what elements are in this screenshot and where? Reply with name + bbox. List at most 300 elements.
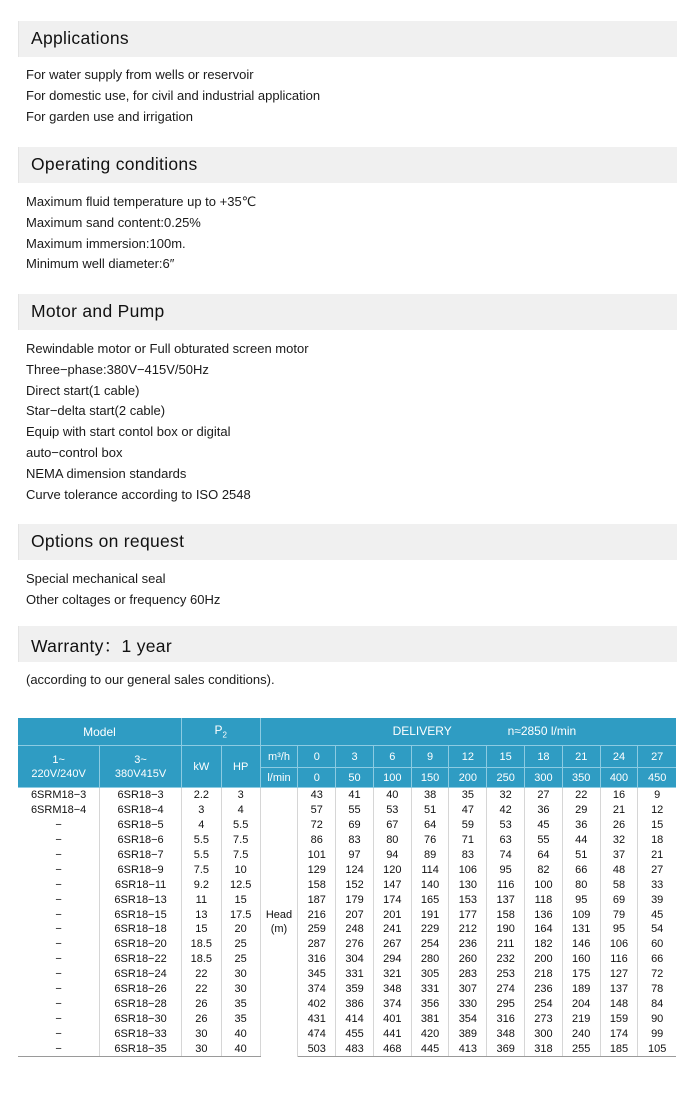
- model-single-phase: −: [18, 952, 100, 967]
- table-row: [18, 877, 676, 892]
- head-value: 95: [487, 862, 525, 877]
- head-value: 280: [411, 952, 449, 967]
- power-kw: 7.5: [181, 862, 221, 877]
- m3h-value: 21: [562, 746, 600, 768]
- head-value: 33: [651, 878, 664, 891]
- power-hp: 7.5: [221, 848, 260, 863]
- head-value: 54: [651, 923, 664, 936]
- head-label: [260, 788, 298, 1057]
- section-body-options-on-request: [26, 569, 220, 611]
- head-value: 316: [487, 1011, 525, 1026]
- head-value: 201: [373, 907, 411, 922]
- section-header-operating-conditions: [18, 147, 677, 183]
- head-value: 165: [411, 892, 449, 907]
- head-value: 483: [336, 1041, 374, 1056]
- head-value: 267: [373, 937, 411, 952]
- head-value: 175: [562, 967, 600, 982]
- head-value: 182: [525, 937, 563, 952]
- head-value: 174: [600, 1026, 638, 1041]
- head-value: 67: [373, 818, 411, 833]
- head-value: 219: [562, 1011, 600, 1026]
- table-body: [18, 788, 676, 1057]
- head-value: 348: [373, 982, 411, 997]
- head-value: 97: [336, 848, 374, 863]
- head-value: 254: [411, 937, 449, 952]
- text-line: auto−control box: [26, 444, 123, 460]
- head-value: 71: [449, 833, 487, 848]
- model-single-phase: −: [18, 982, 100, 997]
- head-value: 137: [487, 892, 525, 907]
- head-value: 159: [600, 1011, 638, 1026]
- head-value: 45: [651, 908, 664, 921]
- head-value: 136: [525, 907, 563, 922]
- section-title: Warranty：1 year: [31, 636, 172, 656]
- text-line: For water supply from wells or reservoir: [26, 67, 254, 82]
- head-value: 43: [298, 788, 336, 803]
- head-value: 79: [600, 907, 638, 922]
- head-value: 78: [651, 983, 664, 996]
- text-line: Minimum well diameter:6″: [26, 256, 175, 272]
- head-value: 348: [487, 1026, 525, 1041]
- text-line: NEMA dimension standards: [26, 465, 187, 481]
- section-body-warranty: [26, 670, 275, 691]
- head-value: 255: [562, 1041, 600, 1056]
- table-row: [18, 833, 676, 848]
- head-value: 131: [562, 922, 600, 937]
- head-value: 63: [487, 833, 525, 848]
- power-kw: 13: [181, 907, 221, 922]
- model-single-phase: −: [18, 892, 100, 907]
- head-value: 359: [336, 982, 374, 997]
- head-value: 27: [651, 863, 664, 876]
- table-row: [18, 788, 676, 803]
- model-three-phase: 6SR18−6: [100, 833, 182, 848]
- model-three-phase: 6SR18−11: [100, 877, 182, 892]
- model-three-phase: 6SR18−35: [100, 1041, 182, 1056]
- head-value: 200: [525, 952, 563, 967]
- head-value: 316: [298, 952, 336, 967]
- model-three-phase: 6SR18−28: [100, 996, 182, 1011]
- model-three-phase: 6SR18−26: [100, 982, 182, 997]
- head-value: 130: [449, 877, 487, 892]
- head-value: 60: [651, 938, 664, 951]
- section-title: Motor and Pump: [31, 301, 165, 321]
- head-value: 283: [449, 967, 487, 982]
- power-hp: 7.5: [221, 833, 260, 848]
- head-value: 74: [487, 848, 525, 863]
- head-value: 414: [336, 1011, 374, 1026]
- power-kw: 22: [181, 982, 221, 997]
- head-value: 146: [562, 937, 600, 952]
- model-single-phase: −: [18, 937, 100, 952]
- table-row: [18, 848, 676, 863]
- section-title: Applications: [31, 28, 129, 48]
- head-value: 369: [487, 1041, 525, 1056]
- text-line: (according to our general sales conditions).: [26, 672, 275, 687]
- section-header-applications: [18, 21, 677, 57]
- section-title: Operating conditions: [31, 154, 198, 174]
- header-line: 1~: [52, 753, 65, 766]
- hp-header: HP: [221, 746, 260, 788]
- model-single-phase: −: [18, 1041, 100, 1056]
- head-value: 55: [336, 803, 374, 818]
- lmin-value: 200: [449, 768, 487, 788]
- power-hp: 17.5: [221, 907, 260, 922]
- head-value: 99: [651, 1027, 664, 1040]
- section-body-applications: [26, 65, 320, 127]
- model-single-phase: −: [18, 833, 100, 848]
- lmin-value: 250: [487, 768, 525, 788]
- head-value: 129: [298, 862, 336, 877]
- lmin-value: 100: [373, 768, 411, 788]
- section-body-motor-and-pump: [26, 339, 309, 505]
- head-value: 116: [487, 877, 525, 892]
- head-value: 189: [562, 982, 600, 997]
- head-value: 47: [449, 803, 487, 818]
- power-kw: 18.5: [181, 937, 221, 952]
- model-header: Model: [18, 718, 181, 746]
- head-value: 72: [651, 968, 664, 981]
- table-row: [18, 892, 676, 907]
- head-value: 83: [336, 833, 374, 848]
- m3h-value: 18: [525, 746, 563, 768]
- lmin-value: 400: [600, 768, 638, 788]
- lmin-value: 450: [638, 768, 676, 788]
- head-value: 190: [487, 922, 525, 937]
- head-value: 441: [373, 1026, 411, 1041]
- power-hp: 4: [221, 803, 260, 818]
- head-value: 254: [525, 996, 563, 1011]
- table-row: [18, 922, 676, 937]
- text-line: Maximum sand content:0.25%: [26, 214, 201, 230]
- head-value: 413: [449, 1041, 487, 1056]
- head-value: 57: [298, 803, 336, 818]
- model-three-phase: 6SR18−5: [100, 818, 182, 833]
- head-value: 253: [487, 967, 525, 982]
- head-value: 95: [600, 922, 638, 937]
- head-value: 9: [654, 789, 661, 802]
- head-value: 42: [487, 803, 525, 818]
- delivery-header: [260, 718, 676, 746]
- head-value: 240: [562, 1026, 600, 1041]
- model-three-phase: 6SR18−20: [100, 937, 182, 952]
- head-value: 295: [487, 996, 525, 1011]
- head-value: 158: [298, 877, 336, 892]
- head-value: 321: [373, 967, 411, 982]
- text-line: Special mechanical seal: [26, 571, 166, 586]
- power-kw: 26: [181, 1011, 221, 1026]
- table-row: [18, 907, 676, 922]
- head-value: 158: [487, 907, 525, 922]
- head-value: 86: [298, 833, 336, 848]
- head-value: 41: [336, 788, 374, 803]
- model-single-phase: −: [18, 907, 100, 922]
- model-single-phase: −: [18, 996, 100, 1011]
- head-value: 114: [411, 862, 449, 877]
- head-value: 147: [373, 877, 411, 892]
- head-value: 274: [487, 982, 525, 997]
- head-value: 241: [373, 922, 411, 937]
- head-value: 66: [562, 862, 600, 877]
- head-value: 474: [298, 1026, 336, 1041]
- head-value: 389: [449, 1026, 487, 1041]
- model-three-phase: 6SR18−22: [100, 952, 182, 967]
- head-value: 152: [336, 877, 374, 892]
- head-value: 354: [449, 1011, 487, 1026]
- table-row: [18, 803, 676, 818]
- model-single-phase: −: [18, 1011, 100, 1026]
- text-line: Maximum immersion:100m.: [26, 235, 186, 251]
- m3h-value: 12: [449, 746, 487, 768]
- power-hp: 35: [221, 1011, 260, 1026]
- table-row: [18, 1011, 676, 1026]
- power-hp: 5.5: [221, 818, 260, 833]
- power-hp: 35: [221, 996, 260, 1011]
- head-value: 374: [373, 996, 411, 1011]
- head-value: 22: [562, 788, 600, 803]
- head-value: 37: [600, 848, 638, 863]
- table-row: [18, 952, 676, 967]
- power-kw: 15: [181, 922, 221, 937]
- head-value: 401: [373, 1011, 411, 1026]
- head-value: 204: [562, 996, 600, 1011]
- power-kw: 11: [181, 892, 221, 907]
- head-value: 12: [651, 804, 664, 817]
- model-three-phase: 6SR18−7: [100, 848, 182, 863]
- model-single-phase: −: [18, 818, 100, 833]
- head-value: 69: [336, 818, 374, 833]
- head-value: 374: [298, 982, 336, 997]
- power-kw: 4: [181, 818, 221, 833]
- head-value: 29: [562, 803, 600, 818]
- power-kw: 5.5: [181, 833, 221, 848]
- power-kw: 26: [181, 996, 221, 1011]
- text-line: For garden use and irrigation: [26, 108, 193, 124]
- head-value: 69: [600, 892, 638, 907]
- model-three-phase: 6SR18−33: [100, 1026, 182, 1041]
- head-value: 356: [411, 996, 449, 1011]
- three-phase-header: [100, 746, 182, 788]
- model-three-phase: 6SR18−18: [100, 922, 182, 937]
- head-value: 21: [600, 803, 638, 818]
- model-single-phase: −: [18, 862, 100, 877]
- head-value: 307: [449, 982, 487, 997]
- power-hp: 25: [221, 952, 260, 967]
- single-phase-header: [18, 746, 100, 788]
- head-label-line: (m): [270, 923, 288, 936]
- head-value: 21: [651, 849, 664, 861]
- head-value: 51: [562, 848, 600, 863]
- head-value: 248: [336, 922, 374, 937]
- power-kw: 5.5: [181, 848, 221, 863]
- head-value: 120: [373, 862, 411, 877]
- power-kw: 22: [181, 967, 221, 982]
- head-value: 27: [525, 788, 563, 803]
- model-single-phase: 6SRM18−4: [18, 803, 100, 818]
- text-line: Three−phase:380V−415V/50Hz: [26, 361, 209, 377]
- head-value: 72: [298, 818, 336, 833]
- p2-subscript: 2: [222, 730, 227, 740]
- model-single-phase: 6SRM18−3: [18, 788, 100, 803]
- head-value: 53: [373, 803, 411, 818]
- head-value: 82: [525, 862, 563, 877]
- head-value: 109: [562, 907, 600, 922]
- head-value: 58: [600, 877, 638, 892]
- head-value: 100: [525, 877, 563, 892]
- head-value: 160: [562, 952, 600, 967]
- model-three-phase: 6SR18−24: [100, 967, 182, 982]
- power-hp: 25: [221, 937, 260, 952]
- head-value: 455: [336, 1026, 374, 1041]
- head-value: 191: [411, 907, 449, 922]
- head-value: 304: [336, 952, 374, 967]
- head-value: 15: [651, 819, 664, 832]
- head-value: 83: [449, 848, 487, 863]
- head-value: 236: [525, 982, 563, 997]
- head-value: 124: [336, 862, 374, 877]
- m3h-value: 27: [638, 746, 676, 768]
- p2-header: [181, 718, 260, 746]
- head-value: 44: [562, 833, 600, 848]
- m3h-value: 9: [411, 746, 449, 768]
- head-value: 232: [487, 952, 525, 967]
- head-value: 287: [298, 937, 336, 952]
- head-value: 18: [651, 834, 664, 847]
- head-value: 118: [525, 892, 563, 907]
- head-value: 174: [373, 892, 411, 907]
- head-value: 48: [600, 862, 638, 877]
- model-single-phase: −: [18, 922, 100, 937]
- kw-header: kW: [181, 746, 221, 788]
- text-line: For domestic use, for civil and industrial application: [26, 87, 321, 103]
- m3h-unit-header: m³/h: [260, 746, 298, 768]
- section-title: Options on request: [31, 531, 185, 551]
- section-header-motor-and-pump: [18, 294, 677, 330]
- table-row: [18, 818, 676, 833]
- head-value: 276: [336, 937, 374, 952]
- power-kw: 9.2: [181, 877, 221, 892]
- head-value: 185: [600, 1041, 638, 1056]
- head-value: 36: [562, 818, 600, 833]
- m3h-value: 24: [600, 746, 638, 768]
- head-value: 101: [298, 848, 336, 863]
- text-line: Maximum fluid temperature up to +35℃: [26, 194, 257, 209]
- head-value: 187: [298, 892, 336, 907]
- model-three-phase: 6SR18−30: [100, 1011, 182, 1026]
- head-value: 164: [525, 922, 563, 937]
- head-value: 36: [525, 803, 563, 818]
- p2-label: P: [214, 723, 223, 738]
- text-line: Curve tolerance according to ISO 2548: [26, 486, 251, 502]
- head-value: 179: [336, 892, 374, 907]
- table-row: [18, 967, 676, 982]
- head-value: 26: [600, 818, 638, 833]
- head-value: 216: [298, 907, 336, 922]
- head-value: 35: [449, 788, 487, 803]
- head-value: 40: [373, 788, 411, 803]
- m3h-value: 6: [373, 746, 411, 768]
- head-value: 229: [411, 922, 449, 937]
- lmin-unit-header: l/min: [260, 768, 298, 788]
- head-value: 148: [600, 996, 638, 1011]
- text-line: Other coltages or frequency 60Hz: [26, 591, 221, 607]
- head-value: 331: [411, 982, 449, 997]
- head-value: 84: [651, 997, 664, 1010]
- table-row: [18, 982, 676, 997]
- model-single-phase: −: [18, 967, 100, 982]
- head-value: 80: [562, 877, 600, 892]
- head-value: 39: [651, 893, 664, 906]
- lmin-value: 300: [525, 768, 563, 788]
- model-single-phase: −: [18, 877, 100, 892]
- head-value: 95: [562, 892, 600, 907]
- head-value: 16: [600, 788, 638, 803]
- head-value: 89: [411, 848, 449, 863]
- text-line: Star−delta start(2 cable): [26, 403, 166, 419]
- head-value: 106: [600, 937, 638, 952]
- head-value: 260: [449, 952, 487, 967]
- head-label-line: Head: [265, 909, 293, 922]
- power-hp: 10: [221, 862, 260, 877]
- head-value: 207: [336, 907, 374, 922]
- model-single-phase: −: [18, 1026, 100, 1041]
- text-line: Direct start(1 cable): [26, 382, 140, 398]
- lmin-value: 50: [336, 768, 374, 788]
- head-value: 503: [298, 1041, 336, 1056]
- head-value: 64: [411, 818, 449, 833]
- power-hp: 15: [221, 892, 260, 907]
- head-value: 140: [411, 877, 449, 892]
- header-line: 380V415V: [114, 767, 167, 780]
- model-single-phase: −: [18, 848, 100, 863]
- head-value: 212: [449, 922, 487, 937]
- head-value: 445: [411, 1041, 449, 1056]
- m3h-value: 0: [298, 746, 336, 768]
- power-kw: 18.5: [181, 952, 221, 967]
- head-value: 305: [411, 967, 449, 982]
- head-value: 431: [298, 1011, 336, 1026]
- header-line: 220V/240V: [31, 767, 86, 780]
- head-value: 420: [411, 1026, 449, 1041]
- head-value: 345: [298, 967, 336, 982]
- head-value: 94: [373, 848, 411, 863]
- section-header-warranty: [18, 626, 677, 662]
- table-row: [18, 996, 676, 1011]
- head-value: 116: [600, 952, 638, 967]
- power-hp: 3: [221, 788, 260, 803]
- head-value: 38: [411, 788, 449, 803]
- lmin-value: 0: [298, 768, 336, 788]
- head-value: 90: [651, 1012, 664, 1025]
- head-value: 32: [487, 788, 525, 803]
- model-three-phase: 6SR18−9: [100, 862, 182, 877]
- head-value: 32: [600, 833, 638, 848]
- head-value: 177: [449, 907, 487, 922]
- head-value: 105: [638, 1041, 676, 1056]
- pump-performance-table: [18, 718, 676, 1057]
- head-value: 127: [600, 967, 638, 982]
- power-hp: 12.5: [221, 877, 260, 892]
- header-line: 3~: [134, 753, 147, 766]
- text-line: Rewindable motor or Full obturated screen motor: [26, 341, 309, 356]
- delivery-label: DELIVERY: [392, 724, 452, 738]
- power-kw: 3: [181, 803, 221, 818]
- model-three-phase: 6SR18−13: [100, 892, 182, 907]
- head-value: 386: [336, 996, 374, 1011]
- power-hp: 30: [221, 982, 260, 997]
- head-value: 300: [525, 1026, 563, 1041]
- power-hp: 40: [221, 1041, 260, 1056]
